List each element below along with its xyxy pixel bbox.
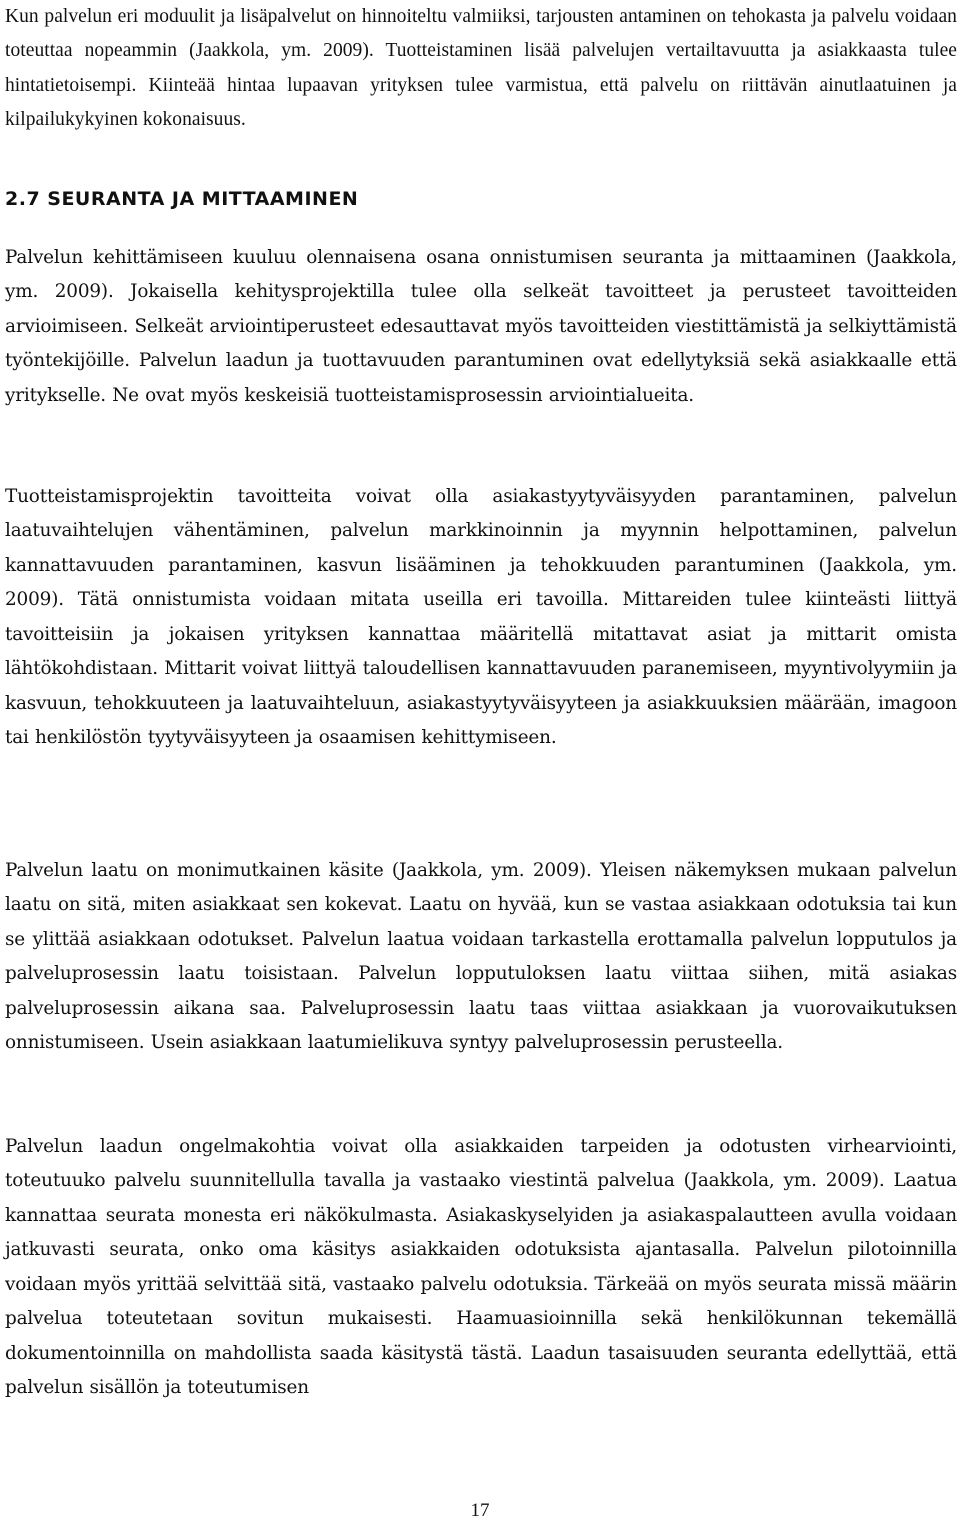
document-page [5,0,957,1399]
section-heading: 2.7 SEURANTA JA MITTAAMINEN [5,188,359,210]
intro-paragraph: Kun palvelun eri moduulit ja lisäpalvelut on hinnoiteltu valmiiksi, tarjousten antaminen on tehokasta ja palvelu voidaan toteuttaa nopeammin (Jaakkola, ym. 2009). Tuotteistaminen lisää palvelujen vertailtavuutta ja asiakkaasta tulee hintatietoisempi. Kiinteää hintaa lupaavan yrityksen tulee varmistua, että palvelu on riittävän ainutlaatuinen ja kilpailukykyinen kokonaisuus. [5,6,957,131]
page-number: 17 [470,1500,490,1521]
paragraph-laatu: Palvelun laatu on monimutkainen käsite (Jaakkola, ym. 2009). Yleisen näkemyksen mukaan palvelun laatu on sitä, miten asiakkaat sen kokevat. Laatu on hyvää, kun se vastaa asiakkaan odotuksia tai kun se ylittää asiakkaan odotukset. Palvelun laatua voidaan tarkastella erottamalla palvelun lopputulos ja palveluprosessin laatu toisistaan. Palvelun lopputuloksen laatu viittaa siihen, mitä asiakas palveluprosessin aikana saa. Palveluprosessin laatu taas viittaa asiakkaan ja vuorovaikutuksen onnistumiseen. Usein asiakkaan laatumielikuva syntyy palveluprosessin perusteella. [5,860,957,1054]
paragraph-tavoitteet: Tuotteistamisprojektin tavoitteita voivat olla asiakastyytyväisyyden parantaminen, palvelun laatuvaihtelujen vähentäminen, palvelun markkinoinnin ja myynnin helpottaminen, palvelun kannattavuuden parantaminen, kasvun lisääminen ja tehokkuuden parantuminen (Jaakkola, ym. 2009). Tätä onnistumista voidaan mitata useilla eri tavoilla. Mittareiden tulee kiinteästi liittyä tavoitteisiin ja jokaisen yrityksen kannattaa määritellä mitattavat asiat ja mittarit omista lähtökohdistaan. Mittarit voivat liittyä taloudellisen kannattavuuden paranemiseen, myyntivolyymiin ja kasvuun, tehokkuuteen ja laatuvaihteluun, asiakastyytyväisyyteen ja asiakkuuksien määrään, imagoon tai henkilöstön tyytyväisyyteen ja osaamisen kehittymiseen. [5,486,957,749]
paragraph-ongelmakohdat: Palvelun laadun ongelmakohtia voivat olla asiakkaiden tarpeiden ja odotusten virhearviointi, toteutuuko palvelu suunnitellulla tavalla ja vastaako viestintä palvelua (Jaakkola, ym. 2009). Laatua kannattaa seurata monesta eri näkökulmasta. Asiakaskyselyiden ja asiakaspalautteen avulla voidaan jatkuvasti seurata, onko oma käsitys asiakkaiden odotuksista ajantasalla. Palvelun pilotoinnilla voidaan myös yrittää selvittää sitä, vastaako palvelu odotuksia. Tärkeää on myös seurata missä määrin palvelua toteutetaan sovitun mukaisesti. Haamuasioinnilla sekä henkilökunnan tekemällä dokumentoinnilla on mahdollista saada käsitystä tästä. Laadun tasaisuuden seuranta edellyttää, että palvelun sisällön ja toteutumisen [5,1136,957,1399]
paragraph-seuranta: Palvelun kehittämiseen kuuluu olennaisena osana onnistumisen seuranta ja mittaaminen (Jaakkola, ym. 2009). Jokaisella kehitysprojektilla tulee olla selkeät tavoitteet ja perusteet tavoitteiden arvioimiseen. Selkeät arviointiperusteet edesauttavat myös tavoitteiden viestittämistä ja selkiyttämistä työntekijöille. Palvelun laadun ja tuottavuuden parantuminen ovat edellytyksiä sekä asiakkaalle että yritykselle. Ne ovat myös keskeisiä tuotteistamisprosessin arviointialueita. [5,247,957,406]
